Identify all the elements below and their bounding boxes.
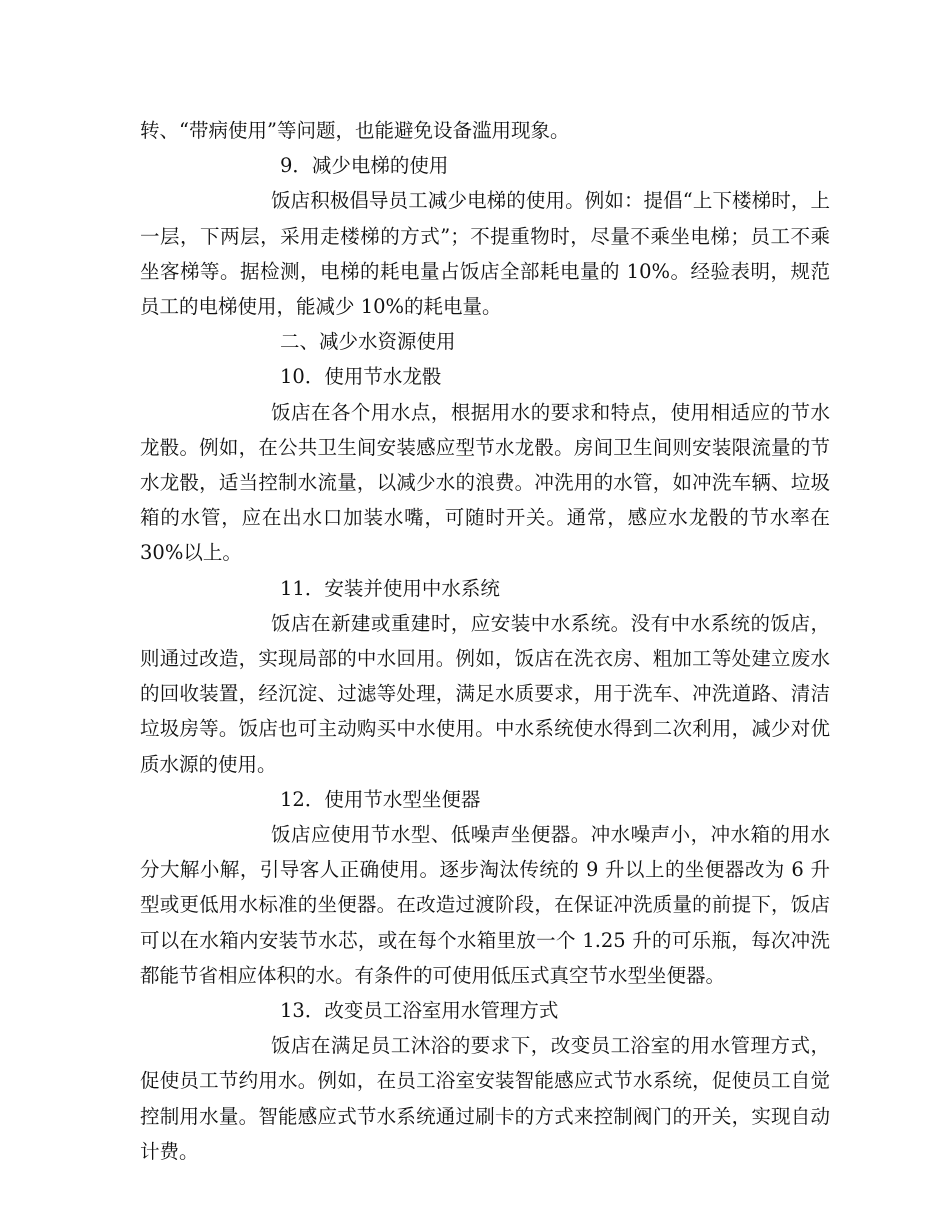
paragraph-elevator: 饭店积极倡导员工减少电梯的使用。例如：提倡“上下楼梯时，上一层，下两层，采用走楼梯的方式”；不提重物时，尽量不乘坐电梯；员工不乘坐客梯等。据检测，电梯的耗电量占饭店全部耗电量的 10%。经验表明，规范员工的电梯使用，能减少 10%的耗电量。: [140, 189, 830, 319]
document-body: [140, 113, 830, 1169]
paragraph-toilet: 饭店应使用节水型、低噪声坐便器。冲水噪声小，冲水箱的用水分大解小解，引导客人正确使用。逐步淘汰传统的 9 升以上的坐便器改为 6 升型或更低用水标准的坐便器。在改造过渡阶段，在保证冲洗质量的前提下，饭店可以在水箱内安装节水芯，或在每个水箱里放一个 1.25 升的可乐瓶，每次冲洗都能节省相应体积的水。有条件的可使用低压式真空节水型坐便器。: [140, 823, 830, 987]
paragraph-continuation: 转、“带病使用”等问题，也能避免设备滥用现象。: [140, 119, 570, 142]
paragraph-reclaimed-water: 饭店在新建或重建时，应安装中水系统。没有中水系统的饭店，则通过改造，实现局部的中水回用。例如，饭店在洗衣房、粗加工等处建立废水的回收装置，经沉淀、过滤等处理，满足水质要求，用于洗车、冲洗道路、清洁垃圾房等。饭店也可主动购买中水使用。中水系统使水得到二次利用，减少对优质水源的使用。: [140, 611, 830, 776]
section-heading-13: 13．改变员工浴室用水管理方式: [280, 999, 559, 1023]
section-heading-10: 10．使用节水龙骰: [280, 365, 442, 389]
section-heading-12: 12．使用节水型坐便器: [280, 787, 481, 811]
chapter-heading-water: 二、减少水资源使用: [280, 330, 456, 354]
paragraph-staff-bathroom: 饭店在满足员工沐浴的要求下，改变员工浴室的用水管理方式，促使员工节约用水。例如，在员工浴室安装智能感应式节水系统，促使员工自觉控制用水量。智能感应式节水系统通过刷卡的方式来控制阀门的开关，实现自动计费。: [140, 1034, 830, 1163]
section-heading-11: 11．安装并使用中水系统: [280, 576, 500, 600]
paragraph-faucet: 饭店在各个用水点，根据用水的要求和特点，使用相适应的节水龙骰。例如，在公共卫生间安装感应型节水龙骰。房间卫生间则安装限流量的节水龙骰，适当控制水流量，以减少水的浪费。冲洗用的水管，如冲洗车辆、垃圾箱的水管，应在出水口加装水嘴，可随时开关。通常，感应水龙骰的节水率在 30%以上。: [140, 400, 830, 565]
section-heading-9: 9．减少电梯的使用: [280, 154, 449, 178]
